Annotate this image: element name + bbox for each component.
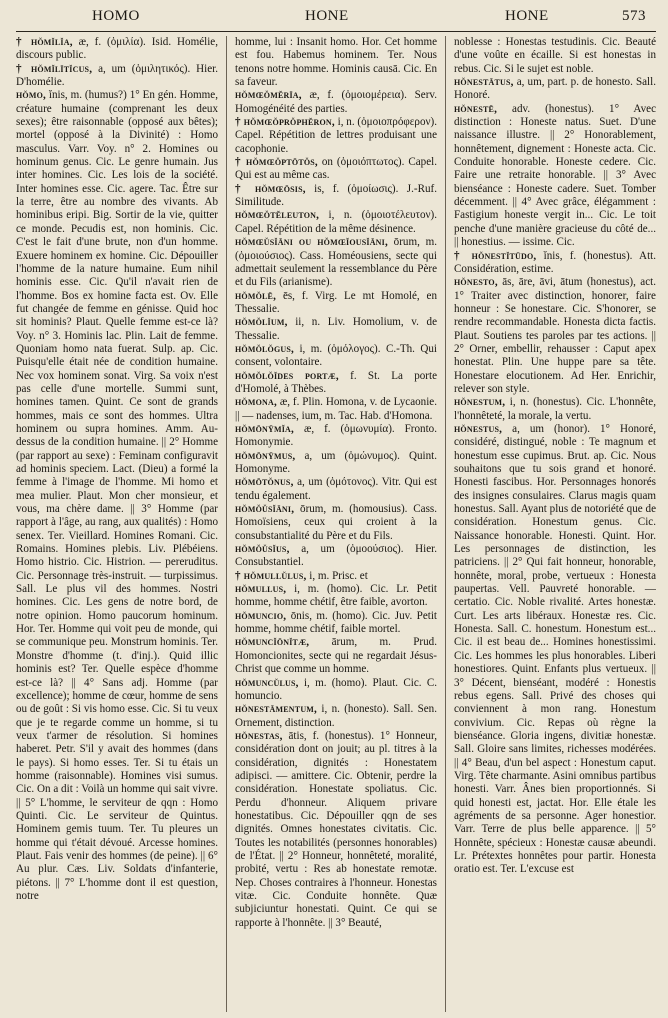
entry-headword: hŏmōnȳmus, [235, 449, 296, 462]
dictionary-entry [235, 583, 437, 610]
entry-definition: i, n. (ὁμοιοτέλευτον). Capel. Répétition de la même désinence. [235, 209, 437, 235]
dictionary-entry [235, 343, 437, 370]
entry-headword: † hŏmœōsis, [235, 182, 306, 195]
entry-definition: i, n. (ὁμοιοπρόφερον). Capel. Répétition de lettres produisant une cacophonie. [235, 116, 437, 155]
entry-headword: hŏmŏŭsĭāni, [235, 503, 295, 516]
entry-headword: hŏmŏlĭum, [235, 316, 288, 329]
page-number: 573 [622, 8, 646, 24]
entry-headword: hŏmœŏtĕleuton, [235, 209, 320, 222]
dictionary-entry [235, 316, 437, 343]
entry-definition: is, f. (ὁμοίωσις). J.-Ruf. Similitude. [235, 182, 437, 209]
dictionary-entry [16, 89, 218, 903]
entry-headword: hŏmŏlŏgus, [235, 342, 294, 355]
dictionary-entry [235, 636, 437, 676]
dictionary-entry [235, 236, 437, 289]
entry-definition: a, um (ὁμότονος). Vitr. Qui est tendu également. [235, 476, 437, 502]
entry-headword: hŏmullus, [235, 583, 287, 596]
entry-headword: hŏnestum, [454, 396, 506, 409]
entry-headword: hŏnesto, [454, 276, 498, 289]
entry-headword: † hŏmĭlĭa, [16, 36, 73, 48]
column-3 [454, 36, 656, 1012]
dictionary-entry [235, 476, 437, 503]
entry-definition: a, um (ὁμιλητικός). Hier. D'homélie. [16, 62, 218, 89]
entry-headword: † hŏmullŭlus, [235, 569, 307, 582]
dictionary-entry [454, 103, 656, 250]
entry-headword: hŏmuncĭōnĭtæ, [235, 636, 310, 649]
dictionary-entry [454, 36, 656, 76]
dictionary-entry [235, 543, 437, 570]
entry-headword: † hŏmœŏptōtŏs, [235, 156, 318, 169]
dictionary-entry [454, 250, 656, 277]
dictionary-entry [235, 423, 437, 450]
running-head-left: HOMO [92, 8, 140, 24]
entry-definition: æ, f. (ὁμωνυμία). Fronto. Homonymie. [235, 422, 437, 449]
columns [16, 36, 656, 1012]
entry-headword: hŏmŏlŏĭdes portæ, [235, 369, 339, 382]
dictionary-entry [235, 290, 437, 317]
entry-definition: on (ὁμοιόπτωτος). Capel. Qui est au même cas. [235, 156, 437, 182]
entry-headword: hŏnestas, [235, 729, 283, 742]
entry-definition: i, n. (honesto). Sall. Sen. Ornement, distinction. [235, 703, 437, 729]
entry-definition: i, m. (homo). Plaut. Cic. C. homuncio. [235, 676, 437, 702]
entry-headword: † hŏmĭlītĭcus, [16, 62, 93, 75]
entry-definition: ĭnis, m. (humus?) 1° En gén. Homme, créature humaine (comprenant les deux sexes); être raisonnable (opposé aux bêtes); mortel (opposé à la Divinité) : Homo masculus. Varr. Voy. n° 2. Homines ou hominum genus. Cic. Le genre humain. Jus inter homines. Cic. Les lois de la société. Inter homines esse. Cic. agere. Tac. Être sur la terre, être au nombre des vivants. Ab hominibus eripi. Big. Sortir de la vie, quitter ce monde. Pecudis est, non hominis. Cic. C'est le fait d'une brute, non d'un homme. Exuere hominem ex homine. Cic. Dépouiller l'homme de la nature humaine. Eum nihil hominis esse. Cic. Qu'il n'avait rien de l'homme. Bos ex homine facta est. Ov. Elle fut changée de femme en génisse. Quid hoc sit hominis? Plaut. Quelle femme est-ce là? Voy. n° 3. Hominis lac. Plin. Lait de femme. Quoniam homo nata fuerat. Sulp. ap. Cic. Puisqu'elle était née de condition humaine. Nec vox hominem sonat. Virg. Sa voix n'est pas celle d'une mortelle. Summi sunt, homines tamen. Quint. Ce sont de grands hommes, mais ce sont des hommes. Ultra hominem ou supra homines. Amm. Au-dessus de la condition humaine. || 2° Homme (par rapport au sexe) : Feminam configuravit ad hominis speciem. Lact. (Dieu) a formé la femme à l'image de l'homme. Mi homo et mea mulier. Plaut. Mon cher monsieur, et vous, ma chère dame. || 3° Homme (par rapport à l'âge, au rang, aux qualités) : Homo senex. Ter. Vieillard. Homines Romani. Cic. Romains. Homines plebis. Liv. Plébéiens. Homo histrio. Cic. Histrion. — pereruditus. Cic. Personnage très-instruit. — turpissimus. Sall. Le plus vil des hommes. Nostri homines. Cic. Les gens de notre bord, de notre opinion. Homo paucorum hominum. Hor. Ter. Homme qui voit peu de monde, qui se communique peu. Monstrum hominis. Ter. Monstre d'homme (t. d'inj.). Quid illic hominis est? Ter. Quelle espèce d'homme est-ce là? || 4° Sans adj. Homme (par excellence); homme de cœur, homme de sens ou de goût : Si vis homo esse. Cic. Si tu veux que je te regarde comme un homme, si tu veux t'armer de résolution. Si homines haberet. Petr. S'il y avait des hommes (dans le pays). Si homo esses. Ter. Si tu étais un homme (raisonnable). Homines visi sumus. Cic. On a dit : Voilà un homme qui sait vivre. || 5° L'homme, le serviteur de qqn : Homo Quinti. Cic. Le serviteur de Quintus. Hominem gemis tuum. Ter. Tu pleures un homme qui t'était dévoué. Arcesse homines. Plaut. Fais venir des hommes (de peine). || 6° Au plur. Cæs. Liv. Soldats d'infanterie, piétons. || 7° L'homme dont il est question, notre [16, 89, 218, 902]
entry-definition: ii, n. Liv. Homolium, v. de Thessalie. [235, 316, 437, 342]
column-1 [16, 36, 218, 1012]
entry-definition: noblesse : Honestas testudinis. Cic. Beauté d'une voûte en écaille. Si est honestas in rebus. Cic. Si le sujet est noble. [454, 36, 656, 75]
entry-definition: i, m. Prisc. et [309, 569, 368, 582]
entry-headword: hŏmōnȳmĭa, [235, 422, 294, 435]
running-head [0, 8, 668, 30]
entry-headword: hŏmœŏmĕrīa, [235, 89, 302, 102]
entry-headword: hŏnestātus, [454, 76, 514, 89]
dictionary-entry [16, 63, 218, 90]
entry-headword: hŏnestē, [454, 102, 498, 115]
entry-definition: a, um (ὁμώνυμος). Quint. Homonyme. [235, 449, 437, 475]
entry-definition: ēs, f. Virg. Le mt Homolé, en Thessalie. [235, 289, 437, 315]
entry-headword: † hŏmœŏprŏphĕron, [235, 116, 335, 129]
dictionary-entry [16, 36, 218, 63]
dictionary-entry [235, 89, 437, 116]
entry-headword: hŏmona, [235, 396, 277, 409]
entry-definition: adv. (honestus). 1° Avec distinction : Honeste natus. Suet. D'une naissance illustre. || 2° Honorablement, honnêtement, dignement : Honeste acta. Cic. Conduite honorable. Honeste cedere. Cic. Faire une retraite honorable. || 3° Avec bienséance : Honeste cadere. Suet. Tomber décemment. || 4° Avec grâce, élégamment : Fastigium honeste vergit in... Cic. Le toit penche d'une manière gracieuse du côté de... || honestius. — issime. Cic. [454, 102, 656, 249]
entry-definition: ārum, m. Prud. Homoncionites, secte qui ne regardait Jésus-Christ que comme un homme. [235, 636, 437, 676]
dictionary-entry [454, 423, 656, 877]
entry-headword: † hŏnestĭtūdo, [454, 249, 537, 262]
entry-headword: hŏmuncŭlus, [235, 676, 299, 689]
dictionary-entry [235, 503, 437, 543]
entry-definition: æ, f. (ὁμοιομέρεια). Serv. Homogénéité des parties. [235, 89, 437, 115]
dictionary-entry [235, 570, 437, 583]
entry-definition: ōnis, m. (homo). Cic. Juv. Petit homme, homme chétif, faible mortel. [235, 609, 437, 636]
dictionary-entry [454, 76, 656, 103]
entry-definition: a, um (honor). 1° Honoré, considéré, distingué, noble : Te magnum et honestum esse cupimus. Brut. ap. Cic. Nous souhaitons que tu sois grand et honoré. Honesti fascibus. Hor. Personnages honorés des insignes consulaires. Clarus magis quam honestus. Sall. Ayant plus de notoriété que de considération. Honestum genus. Cic. Naissance honorable. Honesti. Quint. Hor. Les personnages de distinction, les patriciens. || 2° Qui fait honneur, honorable, honnête, moral, probe, vertueux : Honesta paupertas. Vell. Pauvreté honorable. — certatio. Cic. Noble rivalité. Artes honestæ. Curt. Les arts libéraux. Honestæ res. Cic. Honesta. Sall. C. honestum. Honestum est... Cic. il est beau de... Homines honestissimi. Cic. Les hommes les plus honorables. Liberi honestiores. Quint. Enfants plus vertueux. || 3° Décent, bienséant, modéré : Honestis rebus egens. Sall. Privé des choses qui conviennent à mon rang. Honestum convivium. Cic. Repas où règne la bienséance. Gloria ingens, divitiæ honestæ. Sall. Gloire sans limites, richesses modérées. || 4° Beau, d'un bel aspect : Honestum caput. Virg. Tête charmante. Asini omnibus partibus honesti. Varr. Ânes bien proportionnés. Si quid honesti est, jactat. Hor. Elle étale les agréments de sa personne. Ager honestior. Varr. Terre de plus belle apparence. || 5° Honnête, spécieux : Honestæ causæ abeundi. Lr. Prétextes honnêtes pour partir. Honesta oratio est. Ter. L'excuse est [454, 422, 656, 876]
running-head-right: HONE [505, 8, 549, 24]
dictionary-entry [235, 677, 437, 704]
dictionary-entry [235, 703, 437, 730]
dictionary-entry [235, 610, 437, 637]
entry-headword: hŏmo, [16, 89, 46, 102]
entry-headword: hŏmŏlē, [235, 289, 277, 302]
entry-definition: ōrum, m. (ὁμοιούσιος). Cass. Homéousiens, secte qui admettait seulement la ressemblance du Père et du Fils (arianisme). [235, 236, 437, 289]
dictionary-entry [235, 116, 437, 156]
entry-definition: ĭnis, f. (honestus). Att. Considération, estime. [454, 249, 656, 275]
dictionary-entry [454, 396, 656, 423]
dictionary-entry [235, 450, 437, 477]
dictionary-entry [235, 36, 437, 89]
entry-definition: i, m. (ὁμόλογος). C.-Th. Qui consent, volontaire. [235, 342, 437, 369]
entry-definition: ās, āre, āvi, ātum (honestus), act. 1° Traiter avec distinction, honorer, faire honneur : Se honestare. Cic. S'honorer, se rendre recommandable. Honesta dicta factis. Plaut. Soutiens tes paroles par tes actions. || 2° Orner, embellir, rehausser : Caput apex honestat. Plin. Une huppe pare sa tête. Honestare elocutionem. Ad Her. Enrichir, relever son style. [454, 276, 656, 395]
entry-definition: a, um, part. p. de honesto. Sall. Honoré. [454, 76, 656, 102]
entry-definition: i, n. (honestus). Cic. L'honnête, l'honnêteté, la morale, la vertu. [454, 396, 656, 422]
entry-definition: ōrum, m. (homousius). Cass. Homoïsiens, ceux qui croient à la consubstantialité du Père et du Fils. [235, 503, 437, 542]
dictionary-entry [235, 183, 437, 210]
entry-definition: f. St. La porte d'Homolé, à Thèbes. [235, 369, 437, 395]
column-divider [226, 36, 227, 1012]
column-divider [445, 36, 446, 1012]
entry-headword: hŏnestāmentum, [235, 703, 318, 716]
dictionary-entry [235, 156, 437, 183]
dictionary-entry [454, 276, 656, 396]
dictionary-entry [235, 370, 437, 397]
dictionary-entry [235, 396, 437, 423]
running-head-center: HONE [305, 8, 349, 24]
entry-definition: a, um (ὁμοούσιος). Hier. Consubstantiel. [235, 543, 437, 569]
dictionary-entry [235, 730, 437, 930]
entry-definition: i, m. (homo). Cic. Lr. Petit homme, homme chétif, être faible, avorton. [235, 583, 437, 609]
dictionary-entry [235, 209, 437, 236]
column-2 [235, 36, 437, 1012]
entry-definition: homme, lui : Insanit homo. Hor. Cet homme est fou. Habemus hominem. Ter. Nous tenons notre homme. Hominis causā. Cic. En sa faveur. [235, 36, 437, 89]
entry-definition: æ, f. (ὁμιλία). Isid. Homélie, discours public. [16, 36, 218, 62]
entry-definition: æ, f. Plin. Homona, v. de Lycaonie. || — nadenses, ium, m. Tac. Hab. d'Homona. [235, 396, 437, 422]
entry-headword: hŏmŏŭsĭus, [235, 543, 290, 556]
entry-headword: hŏmœŭsĭāni ou hŏmœĭousĭāni, [235, 236, 388, 249]
entry-definition: ātis, f. (honestus). 1° Honneur, considération dont on jouit; au pl. titres à la considération, dignités : Honestatem adipisci. — amittere. Cic. Obtenir, perdre la considération. Honestate spoliatus. Cic. Perdu d'honneur. Aliquem privare honestatibus. Cic. Dépouiller qqn de ses dignités. Omnes honestates civitatis. Cic. Toutes les notabilités (personnes honorables) de l'État. || 2° Honneur, honnêteté, moralité, probité, vertu : Res ab honestate remotæ. Nep. Choses contraires à l'honneur. Honestas vitæ. Cic. Conduite honnête. Quæ subjiciuntur honestati. Quint. Ce qui se rapporte à l'honnête. || 3° Beauté, [235, 729, 437, 929]
header-rule [16, 31, 656, 32]
entry-headword: hŏnestus, [454, 422, 503, 435]
entry-headword: hŏmōtŏnus, [235, 476, 294, 489]
entry-headword: hŏmuncio, [235, 609, 287, 622]
